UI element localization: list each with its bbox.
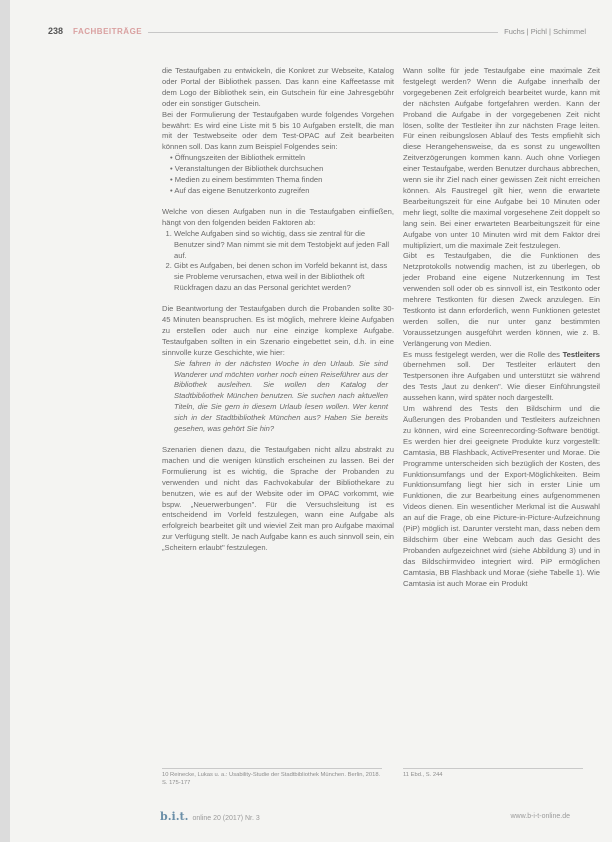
running-header — [48, 24, 586, 38]
page-footer — [160, 810, 570, 822]
right-paragraph-2: Gibt es Testaufgaben, die die Funktionen des Netzprotokolls notwendig machen, ist zu überlegen, ob jeder Proband eine eigene Nutzerkennung im Test verwenden soll oder ob es sinnvoll ist, ein Testkonto oder mehrere Testkonten für diesen Zweck anzulegen. Ein Testkonto ist dann erforderlich, wenn Funktionen getestet werden sollen, die nur unter ganz bestimmten Voraussetzungen ausgeführt werden können, wie z. B. Verlängerung von Medien. — [403, 251, 600, 348]
left-paragraph-5: Szenarien dienen dazu, die Testaufgaben nicht allzu abstrakt zu machen und die wenigen künstlich erscheinen zu lassen. Bei der Formulierung ist es wichtig, die Sprache der Probanden zu verwenden und nicht das Fachvokabular der Bibliothekare zu benutzen, wie es auf der Website oder im OPAC vorkommt, wie bspw. „Neuerwerbungen". Für die Versuchsleitung ist es entscheidend im Vorfeld festzulegen, wann eine Aufgabe als erfolgreich bearbeitet gilt und wieviel Zeit man pro Aufgabe maximal zur Verfügung stellt. Je nach Aufgabe kann es auch sinnvoll sein, ein „Scheitern erlaubt" festzulegen. — [162, 445, 394, 553]
page-sheet — [10, 0, 612, 842]
list-item: • Auf das eigene Benutzerkonto zugreifen — [170, 186, 394, 197]
section-label: FACHBEITRÄGE — [73, 26, 143, 36]
left-paragraph-3: Welche von diesen Aufgaben nun in die Testaufgaben einfließen, hängt von den folgenden beiden Faktoren ab: — [162, 206, 394, 227]
scenario-quote: Sie fahren in der nächsten Woche in den Urlaub. Sie sind Wanderer und möchten vorher noch einen Reiseführer aus der Bibliothek ausleihen. Sie wollen den Katalog der Stadtbibliothek München benutzen. Sie suchen nach aktuellen Titeln, die Sie gern in diesem Urlaub lesen wollen. Wer kennt sich in der Stadtbibliothek München aus? Haben Sie bereits gesehen, was gehört Sie hin? — [174, 358, 388, 434]
task-example-list — [162, 153, 394, 197]
header-rule — [148, 32, 498, 33]
right-paragraph-4: Um während des Tests den Bildschirm und die Äußerungen des Probanden und Testleiters aufzeichnen zu können, wird eine Screenrecording-Software benötigt. Es werden hier drei geeignete Produkte kurz vorgestellt: Camtasia, BB Flashback, ActivePresenter und Morae. Die Programme unterscheiden sich bezüglich der Kosten, des Funktionsumfangs und der Export-Möglichkeiten. Beim Funktionsumfang liegt hier sich in erster Linie um Funktionen, die zur Bearbeitung eines aufgenommenen Videos dienen. Ein wesentlicher Merkmal ist die Auswahl an auf die Frage, ob eine Picture-in-Picture-Aufzeichnung (PiP) möglich ist. Darunter versteht man, dass neben dem Bildschirm über eine Webcam auch das Gesicht des Probanden aufgezeichnet wird (siehe Abbildung 3) und in das Bildschirmvideo integriert wird. PiP ermöglichen Camtasia, BB Flashback und Morae (siehe Tabelle 1). Wie Camtasia ist auch Morae ein Produkt — [403, 404, 600, 588]
list-item: • Medien zu einem bestimmten Thema finden — [170, 175, 394, 186]
right-paragraph-3: Es muss festgelegt werden, wer die Rolle des Testleiters übernehmen soll. Der Testleiter erläutert den Testpersonen ihre Aufgaben und unterstützt sie während des Tests „laut zu denken". Wie dieser Einführungsteil aussehen kann, wird später noch dargestellt. — [403, 349, 600, 403]
left-paragraph-2: Bei der Formulierung der Testaufgaben wurde folgendes Vorgehen bewährt: Es wird eine Liste mit 5 bis 10 Aufgaben erstellt, die man mit der Testwebseite oder dem Test-OPAC auf Zeit bearbeiten können soll. Das kann zum Beispiel Folgendes sein: — [162, 109, 394, 152]
left-column — [162, 66, 394, 554]
list-item: • Öffnungszeiten der Bibliothek ermitteln — [170, 153, 394, 164]
footnote-10: 10 Reinecke, Lukas u. a.: Usability-Studie der Stadtbibliothek München. Berlin, 2018. S. 175-177 — [162, 768, 382, 787]
header-authors: Fuchs | Pichl | Schimmel — [504, 26, 586, 36]
testleiter-term: Testleiters — [562, 349, 600, 359]
left-paragraph-4: Die Beantwortung der Testaufgaben durch die Probanden sollte 30-45 Minuten beanspruchen. Es ist möglich, mehrere kleine Aufgaben zu erstellen oder auch nur eine einzige komplexe Aufgabe. Testaufgaben sollten in ein Szenario eingebettet sein, d.h. in eine sinnvolle kurze Geschichte, wie hier: — [162, 304, 394, 357]
factor-list — [162, 229, 394, 294]
list-item: 2. Gibt es Aufgaben, bei denen schon im Vorfeld bekannt ist, dass sie Probleme verursachen, etwa weil in der Bibliothek oft Rückfragen dazu an das Personal gerichtet werden? — [174, 261, 394, 294]
left-paragraph-1: die Testaufgaben zu entwickeln, die Konkret zur Webseite, Katalog oder Portal der Bibliothek passen. Das kann eine Kaffeetasse mit dem Logo der Bibliothek sein, ein Gutschein für eine Jahresgebühr oder ein sonstiger Gutschein. — [162, 66, 394, 108]
journal-logo: b.i.t. online 20 (2017) Nr. 3 — [160, 809, 260, 823]
list-item: • Veranstaltungen der Bibliothek durchsuchen — [170, 164, 394, 175]
right-paragraph-1: Wann sollte für jede Testaufgabe eine maximale Zeit festgelegt werden? Wenn die Aufgabe innerhalb der vorgegebenen Zeit erfolgreich bearbeitet wurde, kann mit der nächsten Aufgabe fortgefahren werden. Kann der Proband die Aufgabe in der vorgegebenen Zeit nicht lösen, sollte der Testleiter ihn zur nächsten Frage leiten. Für einen reibungslosen Ablauf des Tests empfiehlt sich diese Herangehensweise, da es sonst zu ungewollten Zeitverzögerungen kommen kann. Auch ohne Vorliegen einer Testaufgabe, werden Benutzer durchaus abbrechen, wenn sie ihr Ziel nach einer gewissen Zeit nicht erreichen können. Als Faustregel gilt hier, wenn die erwartete Bearbeitungszeit für eine Aufgabe bei 10 Minuten oder mehr liegt, sollte die maximal vorgesehene Zeit doppelt so lang sein. Bei einer erwarteten Bearbeitungszeit für eine Aufgabe von unter 10 Minuten wird mit dem Faktor drei multipliziert, um die maximale Zeit festzulegen. — [403, 66, 600, 250]
footer-url[interactable]: www.b-i-t-online.de — [510, 812, 570, 820]
list-item: 1. Welche Aufgaben sind so wichtig, dass sie zentral für die Benutzer sind? Man nimmt sie mit dem Testobjekt auf jeden Fall auf. — [174, 229, 394, 262]
page-number: 238 — [48, 26, 64, 36]
right-column — [403, 66, 600, 590]
footnote-11: 11 Ebd., S. 244 — [403, 768, 583, 780]
journal-issue: online 20 (2017) Nr. 3 — [192, 814, 260, 822]
